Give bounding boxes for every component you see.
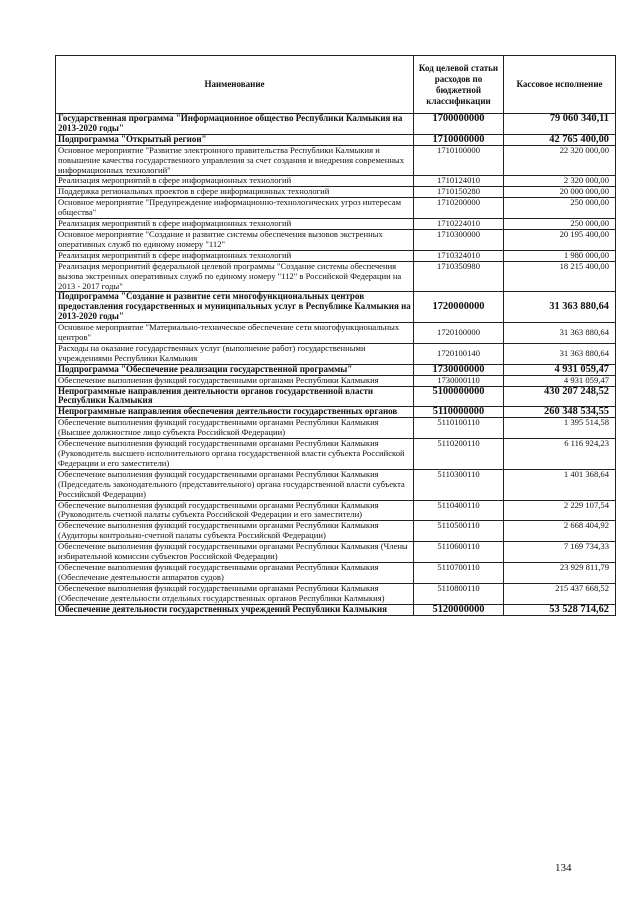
row-amount: 31 363 880,64 [504,343,616,364]
row-amount: 215 437 668,52 [504,583,616,604]
row-amount: 1 395 514,58 [504,418,616,439]
row-amount: 23 929 811,79 [504,562,616,583]
row-name: Реализация мероприятий в сфере информационных технологий [56,219,414,230]
budget-table [55,55,616,616]
row-amount: 430 207 248,52 [504,386,616,407]
row-name: Обеспечение выполнения функций государственными органами Республики Калмыкия (Высшее должностное лицо субъекта Российской Федерации) [56,418,414,439]
row-amount: 2 668 404,92 [504,521,616,542]
row-name: Основное мероприятие "Предупреждение информационно-технологических угроз интересам общества" [56,198,414,219]
table-row [56,134,616,145]
row-code: 1710350980 [414,261,504,292]
row-name: Основное мероприятие "Развитие электронного правительства Республики Калмыкия и повышение качества государственного управления за счет создания и внедрения современных информационных технологий" [56,145,414,176]
row-amount: 20 000 000,00 [504,187,616,198]
row-amount: 53 528 714,62 [504,604,616,615]
row-amount: 6 116 924,23 [504,439,616,470]
table-row [56,542,616,563]
row-code: 1710324010 [414,250,504,261]
table-row [56,323,616,344]
row-code: 1710150280 [414,187,504,198]
row-amount: 31 363 880,64 [504,323,616,344]
table-row [56,375,616,386]
row-name: Подпрограмма "Обеспечение реализации государственной программы" [56,364,414,375]
row-amount: 20 195 400,00 [504,229,616,250]
row-code: 1710300000 [414,229,504,250]
table-row [56,261,616,292]
row-name: Обеспечение выполнения функций государственными органами Республики Калмыкия [56,375,414,386]
table-row [56,145,616,176]
table-row [56,439,616,470]
table-row [56,219,616,230]
row-amount: 250 000,00 [504,219,616,230]
row-name: Обеспечение выполнения функций государственными органами Республики Калмыкия (Руководитель высшего исполнительного органа государственной власти субъекта Российской Федерации и его заместители) [56,439,414,470]
table-row [56,469,616,500]
table-row [56,562,616,583]
table-row [56,583,616,604]
row-name: Реализация мероприятий в сфере информационных технологий [56,250,414,261]
row-name: Обеспечение выполнения функций государственными органами Республики Калмыкия (Обеспечение деятельности отдельных государственных органов Республики Калмыкия) [56,583,414,604]
row-amount: 2 229 107,54 [504,500,616,521]
header-code: Код целевой статьи расходов по бюджетной классификации [414,56,504,114]
row-code: 5110600110 [414,542,504,563]
row-name: Государственная программа "Информационное общество Республики Калмыкия на 2013-2020 годы" [56,114,414,135]
row-code: 5110100110 [414,418,504,439]
row-code: 5110400110 [414,500,504,521]
row-amount: 4 931 059,47 [504,364,616,375]
row-code: 1710000000 [414,134,504,145]
row-code: 1720000000 [414,292,504,323]
row-code: 1730000000 [414,364,504,375]
row-amount: 260 348 534,55 [504,407,616,418]
row-code: 5110300110 [414,469,504,500]
row-name: Непрограммные направления обеспечения деятельности государственных органов [56,407,414,418]
row-amount: 18 215 400,00 [504,261,616,292]
row-code: 5120000000 [414,604,504,615]
row-code: 1710124010 [414,176,504,187]
row-code: 1700000000 [414,114,504,135]
table-row [56,407,616,418]
row-amount: 1 401 368,64 [504,469,616,500]
table-row [56,176,616,187]
row-name: Обеспечение выполнения функций государственными органами Республики Калмыкия (Руководитель счетной палаты субъекта Российской Федерации и его заместители) [56,500,414,521]
table-row [56,343,616,364]
page-number: 134 [555,862,572,874]
row-name: Обеспечение выполнения функций государственными органами Республики Калмыкия (Председатель законодательного (представительного) органа государственной власти субъекта Российской Федерации) [56,469,414,500]
table-row [56,198,616,219]
row-code: 5110500110 [414,521,504,542]
row-code: 1710100000 [414,145,504,176]
row-code: 1730000110 [414,375,504,386]
row-name: Реализация мероприятий в сфере информационных технологий [56,176,414,187]
table-header-row [56,56,616,114]
row-code: 5110000000 [414,407,504,418]
row-amount: 42 765 400,00 [504,134,616,145]
document-page [55,55,615,616]
table-row [56,250,616,261]
row-amount: 1 980 000,00 [504,250,616,261]
row-amount: 4 931 059,47 [504,375,616,386]
header-amount: Кассовое исполнение [504,56,616,114]
row-name: Подпрограмма "Создание и развитие сети многофункциональных центров предоставления государственных и муниципальных услуг в Республике Калмыкия на 2013-2020 годы" [56,292,414,323]
table-row [56,386,616,407]
row-amount: 79 060 340,11 [504,114,616,135]
table-row [56,114,616,135]
row-code: 1720100140 [414,343,504,364]
table-row [56,364,616,375]
row-name: Непрограммные направления деятельности органов государственной власти Республики Калмыкия [56,386,414,407]
row-amount: 22 320 000,00 [504,145,616,176]
row-code: 5110800110 [414,583,504,604]
row-name: Обеспечение выполнения функций государственными органами Республики Калмыкия (Члены избирательной комиссии субъектов Российской Федерации) [56,542,414,563]
table-row [56,229,616,250]
row-name: Основное мероприятие "Материально-техническое обеспечение сети многофункциональных центров" [56,323,414,344]
row-name: Расходы на оказание государственных услуг (выполнение работ) государственными учреждениями Республики Калмыкия [56,343,414,364]
table-row [56,604,616,615]
row-name: Обеспечение выполнения функций государственными органами Республики Калмыкия (Обеспечение деятельности аппаратов судов) [56,562,414,583]
table-row [56,187,616,198]
table-row [56,292,616,323]
table-row [56,500,616,521]
row-name: Поддержка региональных проектов в сфере информационных технологий [56,187,414,198]
row-code: 5100000000 [414,386,504,407]
row-name: Реализация мероприятий федеральной целевой программы "Создание системы обеспечения вызова экстренных оперативных служб по единому номеру "112" в Российской Федерации на 2013 - 2017 годы" [56,261,414,292]
table-row [56,521,616,542]
row-code: 5110200110 [414,439,504,470]
row-amount: 2 320 000,00 [504,176,616,187]
row-name: Основное мероприятие "Создание и развитие системы обеспечения вызовов экстренных оперативных служб по единому номеру "112" [56,229,414,250]
row-amount: 7 169 734,33 [504,542,616,563]
row-code: 1710224010 [414,219,504,230]
row-amount: 31 363 880,64 [504,292,616,323]
table-row [56,418,616,439]
row-name: Обеспечение выполнения функций государственными органами Республики Калмыкия (Аудиторы контрольно-счетной палаты субъекта Российской Федерации) [56,521,414,542]
row-code: 1720100000 [414,323,504,344]
row-code: 1710200000 [414,198,504,219]
row-name: Обеспечение деятельности государственных учреждений Республики Калмыкия [56,604,414,615]
row-amount: 250 000,00 [504,198,616,219]
header-name: Наименование [56,56,414,114]
row-code: 5110700110 [414,562,504,583]
row-name: Подпрограмма "Открытый регион" [56,134,414,145]
